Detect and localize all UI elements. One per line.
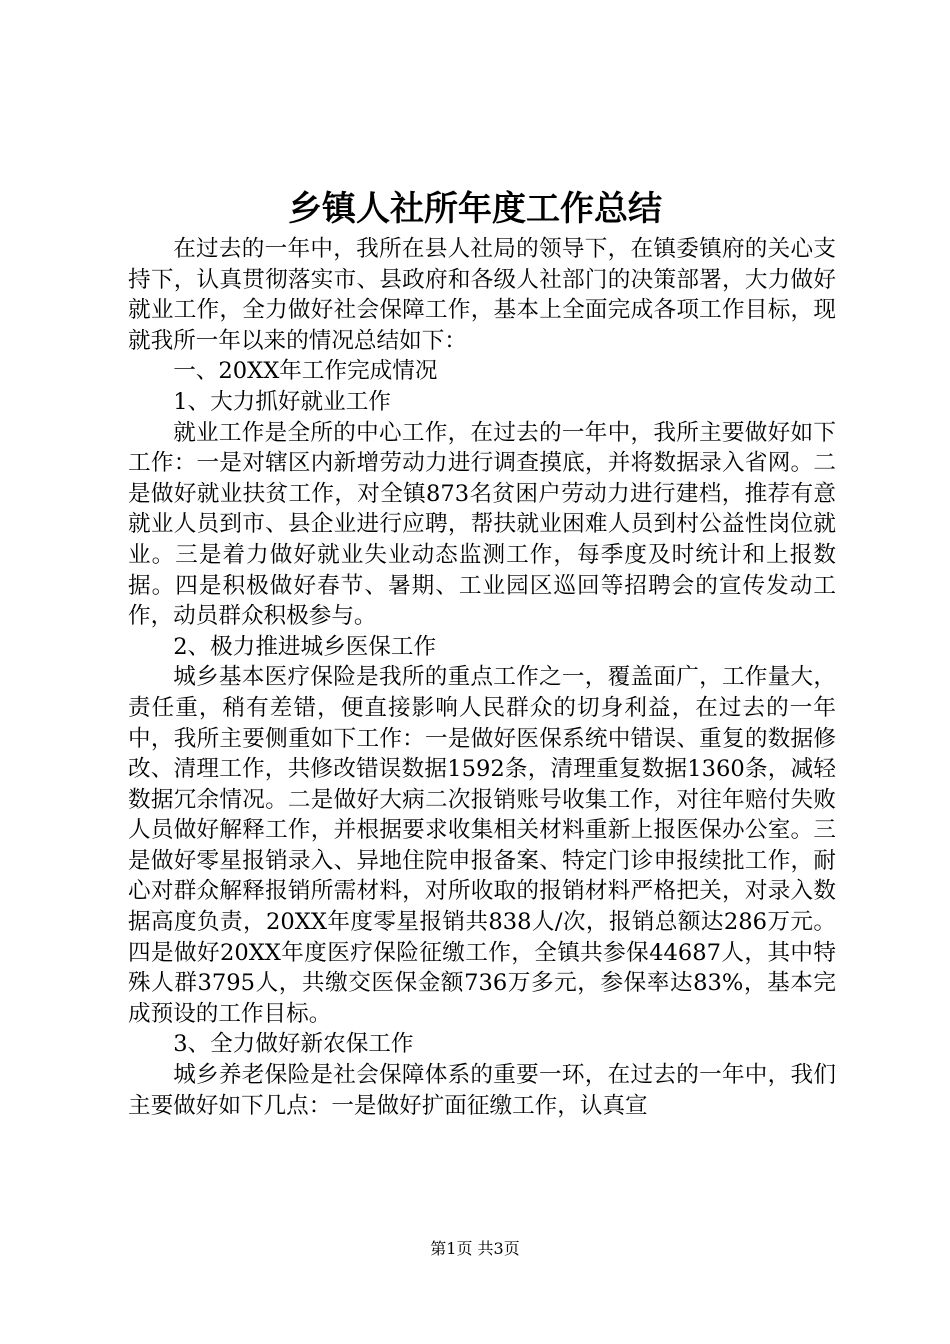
paragraph-medical-insurance: 城乡基本医疗保险是我所的重点工作之一，覆盖面广，工作量大，责任重，稍有差错，便直接影响人民群众的切身利益，在过去的一年中，我所主要侧重如下工作：一是做好医保系统中错误、重复的数据修改、清理工作，共修改错误数据1592条，清理重复数据1360条，减轻数据冗余情况。二是做好大病二次报销账号收集工作，对往年赔付失败人员做好解释工作，并根据要求收集相关材料重新上报医保办公室。三是做好零星报销录入、异地住院申报备案、特定门诊申报续批工作，耐心对群众解释报销所需材料，对所收取的报销材料严格把关，对录入数据高度负责，20XX年度零星报销共838人/次，报销总额达286万元。四是做好20XX年度医疗保险征缴工作，全镇共参保44687人，其中特殊人群3795人，共缴交医保金额736万多元，参保率达83%，基本完成预设的工作目标。 bbox=[128, 664, 836, 1027]
document-body bbox=[128, 234, 836, 1121]
page-footer: 第1页 共3页 bbox=[430, 1239, 520, 1258]
subsection-heading-pension: 3、全力做好新农保工作 bbox=[173, 1031, 414, 1058]
subsection-heading-employment: 1、大力抓好就业工作 bbox=[173, 388, 391, 415]
subsection-heading-medical-insurance: 2、极力推进城乡医保工作 bbox=[173, 633, 437, 660]
document-title: 乡镇人社所年度工作总结 bbox=[288, 189, 662, 229]
paragraph-employment: 就业工作是全所的中心工作，在过去的一年中，我所主要做好如下工作：一是对辖区内新增劳动力进行调查摸底，并将数据录入省网。二是做好就业扶贫工作，对全镇873名贫困户劳动力进行建档，推荐有意就业人员到市、县企业进行应聘，帮扶就业困难人员到村公益性岗位就业。三是着力做好就业失业动态监测工作，每季度及时统计和上报数据。四是积极做好春节、暑期、工业园区巡回等招聘会的宣传发动工作，动员群众积极参与。 bbox=[128, 419, 836, 630]
section-heading-1: 一、20XX年工作完成情况 bbox=[173, 358, 438, 385]
paragraph-intro: 在过去的一年中，我所在县人社局的领导下，在镇委镇府的关心支持下，认真贯彻落实市、县政府和各级人社部门的决策部署，大力做好就业工作，全力做好社会保障工作，基本上全面完成各项工作目标，现就我所一年以来的情况总结如下： bbox=[128, 236, 836, 354]
paragraph-pension: 城乡养老保险是社会保障体系的重要一环，在过去的一年中，我们主要做好如下几点：一是做好扩面征缴工作，认真宣 bbox=[128, 1062, 836, 1119]
